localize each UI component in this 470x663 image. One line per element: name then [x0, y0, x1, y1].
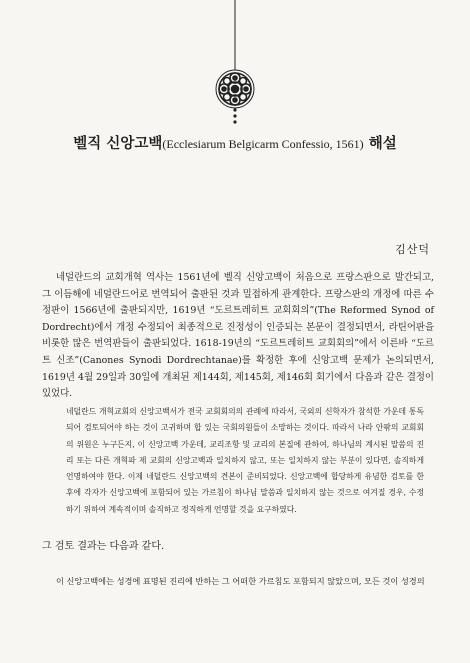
author-name: 김산덕 [395, 243, 430, 256]
rosette-ornament-graphic [200, 0, 270, 128]
intro-paragraph: 네덜란드의 교회개혁 역사는 1561년에 벨직 신앙고백이 처음으로 프랑스판으로 발간되고, 그 이듬해에 네덜란드어로 번역되어 출판된 것과 밀접하게 관계한다. 프랑스판의 개정에 따른 수정판이 1566년에 출판되지만, 1619년 “도르트레히트 교회회의”(The Reformed Synod of Dordrecht)에서 개정 수정되어 최종적으로 진정성이 인증되는 본문이 결정되면서, 라틴어판을 비롯한 많은 번역판들이 출판되었다. 1618-19년의 “도르트레히트 교회회의”에서 이른바 “도르트 신조”(Canones Synodi Dordrechtanae)를 확정한 후에 신앙고백 문제가 논의되면서, 1619년 4월 29일과 30일에 개최된 제144회, 제145회, 제146회 회기에서 다음과 같은 결정이 있었다. [42, 272, 434, 400]
title-suffix: 해설 [363, 136, 397, 152]
quoted-decision: 네덜란드 개혁교회의 신앙고백서가 전국 교회회의의 관례에 따라서, 국외의 신학자가 참석한 가운데 통독되어 검토되어야 하는 것이 고귀하며 합 있는 국회의원들이 소망하는 것이다. 따라서 나라 안팎의 교회회의 위원은 누구든지, 이 신앙고백 가운데, 교리조항 및 교리의 본질에 관하여, 하나님의 계시된 말씀의 진리 또는 다른 개혁파 제 교회의 신앙고백과 일치하지 않고, 또는 일치하지 않는 부분이 있다면, 솔직하게 언명하여야 한다. 이제 네덜란드 신앙고백의 견본이 준비되었다. 신앙고백에 합당하게 유념한 검토를 한 후에 각자가 신앙고백에 포함되어 있는 가르침이 하나님 말씀과 일치하지 않는 것으로 여겨질 경우, 수정하기 위하여 계속적이며 솔직하고 정직하게 언명할 것을 요구하였다. [66, 407, 424, 514]
result-statement: 그 검토 결과는 다음과 같다. [42, 541, 165, 552]
article-title [0, 132, 470, 153]
title-korean: 벨직 신앙고백 [73, 136, 163, 152]
rosette-ornament [200, 0, 270, 128]
title-latin: (Ecclesiarum Belgicarm Confessio, 1561) [162, 137, 364, 151]
final-paragraph: 이 신앙고백에는 성경에 표명된 진리에 반하는 그 어떠한 가르침도 포함되지 않았으며, 모든 것이 성경의 [56, 576, 425, 586]
